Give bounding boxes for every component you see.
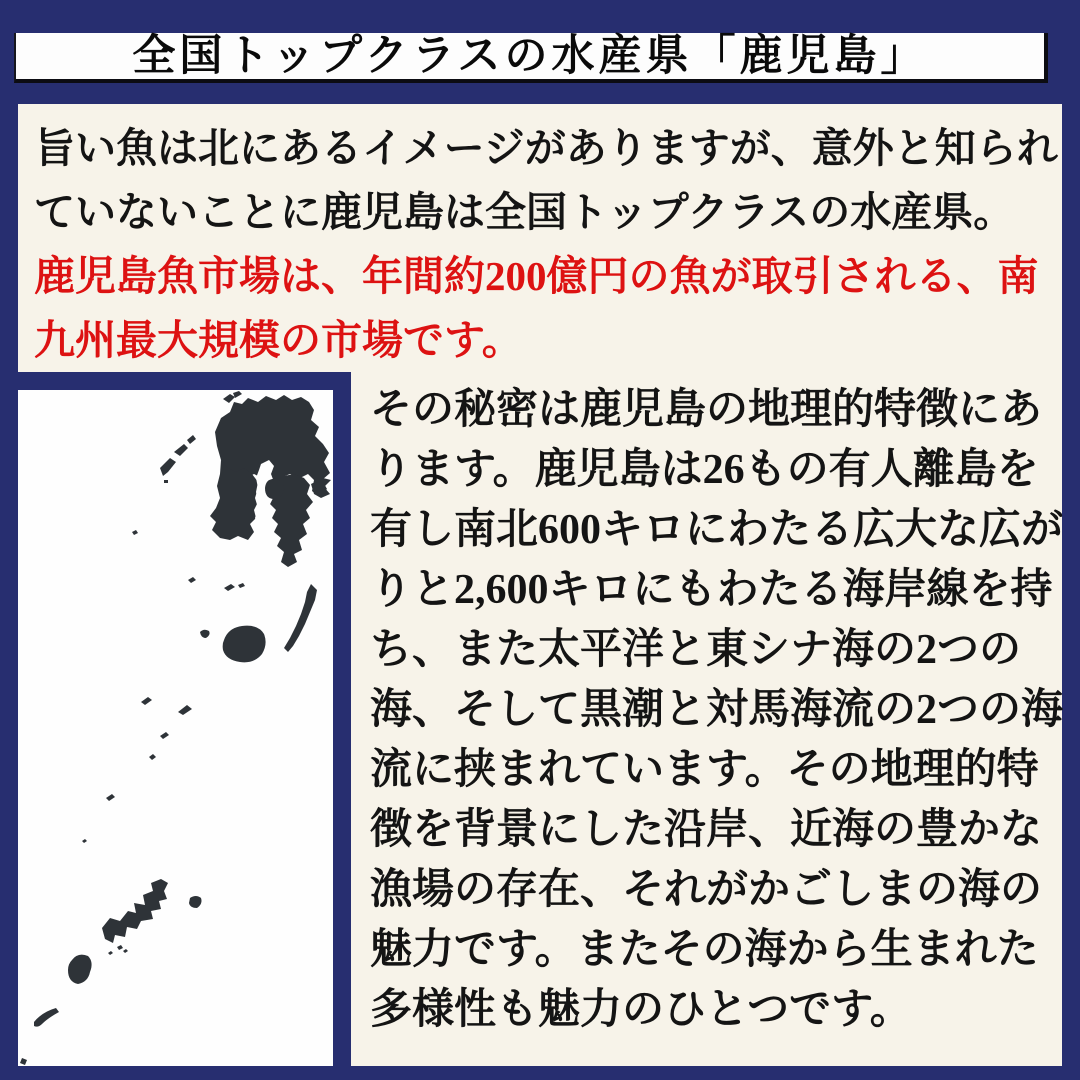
geography-line: 漁場の存在、それがかごしまの海の: [370, 867, 1043, 913]
amami-islet: [108, 951, 113, 955]
tokunoshima: [68, 955, 92, 984]
tokara-islands: [106, 794, 115, 801]
intro-line: ていないことに鹿児島は全国トップクラスの水産県。: [34, 189, 1015, 235]
islet: [132, 530, 138, 535]
tokara-islands: [178, 705, 192, 715]
amami-islet: [117, 945, 123, 950]
koshikijima-islands: [187, 435, 196, 444]
geography-paragraph: [370, 380, 1062, 1040]
okinoerabujima: [34, 1008, 59, 1027]
geography-line: 海、そして黒潮と対馬海流の2つの海: [370, 687, 1064, 733]
kikaijima: [189, 896, 202, 908]
map-box: [18, 390, 333, 1066]
geography-line: りと2,600キロにもわたる海岸線を持: [370, 567, 1053, 613]
tokara-islands: [160, 732, 169, 739]
geography-line: ります。鹿児島は26もの有人離島を: [370, 447, 1039, 493]
geography-line: 流に挟まれています。その地理的特: [370, 747, 1039, 793]
kuchinoerabujima: [200, 630, 210, 638]
yoronjima: [20, 1058, 27, 1065]
geography-line: その秘密は鹿児島の地理的特徴にあ: [370, 387, 1043, 433]
koshikijima-islands: [160, 458, 176, 476]
islet: [188, 577, 196, 583]
tanegashima: [284, 584, 317, 652]
tokara-islands: [149, 754, 156, 760]
islet-north-icon: [223, 394, 235, 403]
geography-line: ち、また太平洋と東シナ海の2つの: [370, 627, 1022, 673]
geography-line: 多様性も魅力のひとつです。: [370, 987, 912, 1033]
map-frame: [18, 372, 351, 1066]
islet: [224, 584, 235, 591]
yakushima: [223, 626, 266, 663]
intro-line-highlight: 九州最大規模の市場です。: [34, 317, 523, 363]
geography-line: 魅力です。またその海から生まれた: [370, 927, 1039, 973]
kagoshima-map-icon: [18, 390, 333, 1066]
tokara-islands: [141, 697, 152, 705]
geography-line: 徴を背景にした沿岸、近海の豊かな: [370, 807, 1043, 853]
page-title: 全国トップクラスの水産県「鹿児島」: [132, 32, 928, 80]
islet: [238, 583, 245, 588]
amami-islet: [123, 949, 128, 953]
intro-line: 旨い魚は北にあるイメージがありますが、意外と知られ: [34, 125, 1058, 171]
content-panel: [18, 104, 1062, 1066]
geography-line: 有し南北600キロにわたる広大な広が: [370, 507, 1064, 553]
tokara-islands: [82, 839, 87, 843]
koshikijima-islands: [164, 480, 168, 483]
title-bar: [14, 33, 1048, 83]
koshikijima-islands: [174, 444, 188, 456]
intro-paragraph: [34, 116, 1058, 372]
intro-line-highlight: 鹿児島魚市場は、年間約200億円の魚が取引される、南: [34, 253, 1039, 299]
amami-oshima: [102, 879, 168, 943]
